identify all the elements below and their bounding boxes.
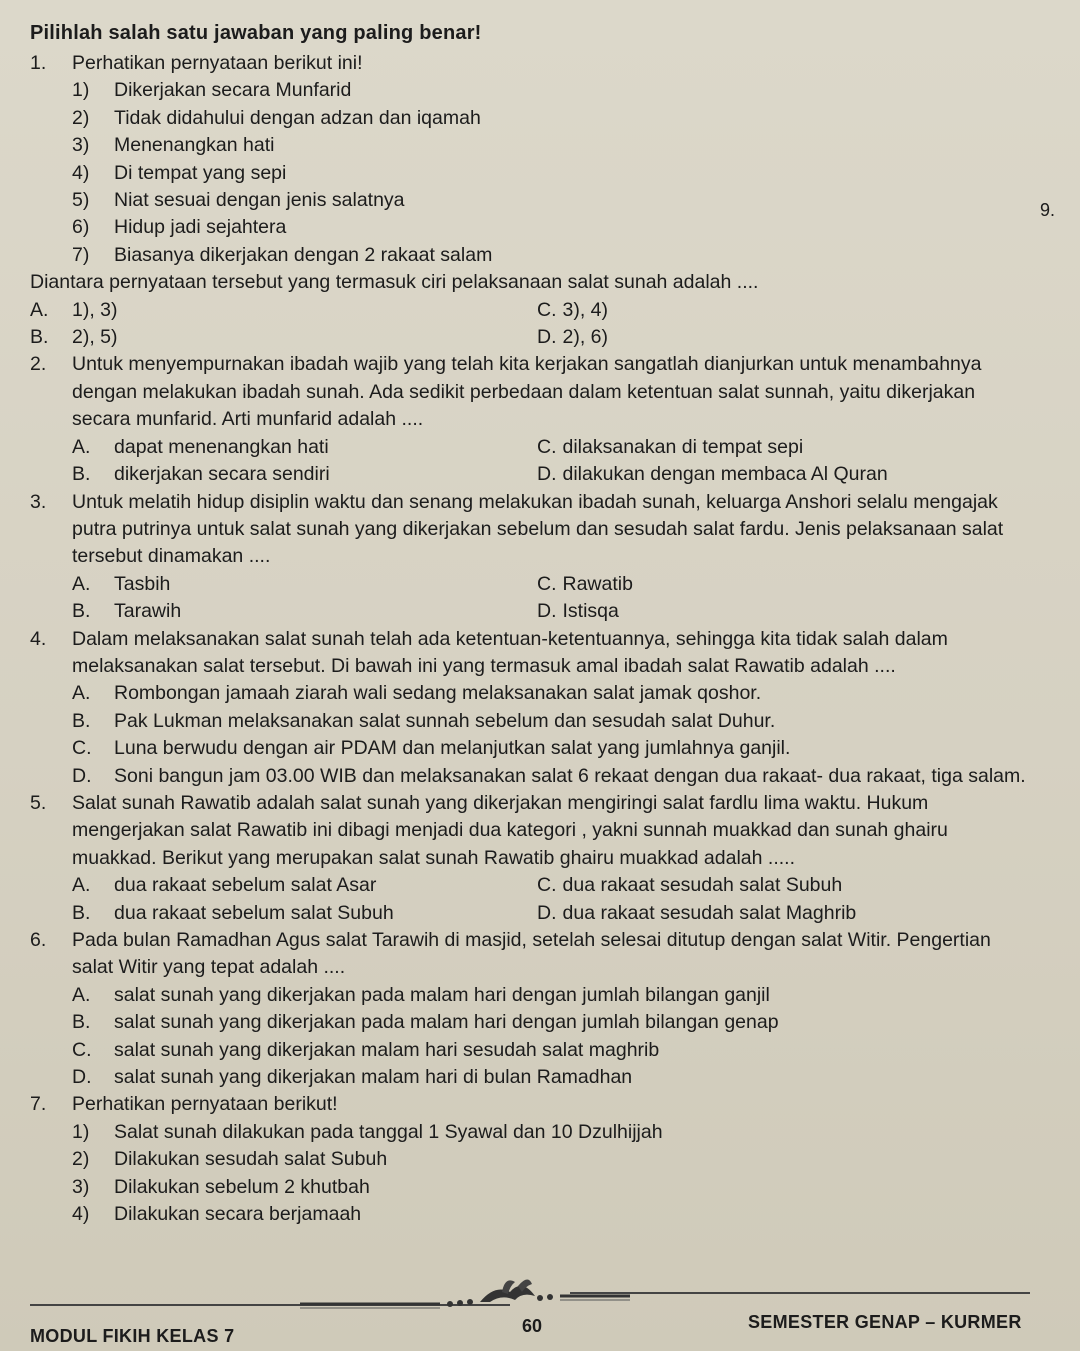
questions-container — [30, 50, 1030, 1228]
statement-number: 4) — [72, 1203, 90, 1226]
statement-number: 3) — [72, 1175, 90, 1198]
statement-number: 1) — [72, 79, 90, 102]
option-label: D. — [72, 1066, 92, 1089]
footer-module-title: MODUL FIKIH KELAS 7 — [30, 1326, 235, 1346]
option-text: dua rakaat sesudah salat Maghrib — [562, 901, 857, 924]
option-label: B. — [30, 326, 49, 349]
option-c[interactable] — [537, 297, 1057, 324]
option-text: dua rakaat sesudah salat Subuh — [562, 874, 843, 897]
option-text: dilaksanakan di tempat sepi — [562, 435, 804, 458]
statement-text: Dikerjakan secara Munfarid — [114, 79, 352, 102]
option-text: dikerjakan secara sendiri — [114, 463, 330, 486]
option-label: C. — [537, 298, 557, 321]
question-stem: Dalam melaksanakan salat sunah telah ada ketentuan-ketentuannya, sehingga kita tidak salah dalam melaksanakan salat tersebut. Di bawah ini yang termasuk amal ibadah salat Rawatib adalah .... — [72, 627, 948, 677]
statement-item — [72, 1174, 1030, 1201]
option-text: Soni bangun jam 03.00 WIB dan melaksanakan salat 6 rekaat dengan dua rakaat- dua rakaat, tiga salam. — [114, 764, 1026, 787]
statement-text: Salat sunah dilakukan pada tanggal 1 Syawal dan 10 Dzulhijjah — [114, 1120, 663, 1143]
instruction-heading: Pilihlah salah satu jawaban yang paling benar! — [30, 22, 482, 44]
statement-text: Niat sesuai dengan jenis salatnya — [114, 189, 405, 212]
statement-text: Menenangkan hati — [114, 134, 275, 157]
statement-item — [72, 214, 1030, 241]
option-text: dua rakaat sebelum salat Subuh — [114, 901, 394, 924]
option-d[interactable] — [72, 763, 1030, 790]
option-d[interactable] — [537, 598, 1057, 625]
statement-item — [72, 1146, 1030, 1173]
question-number: 1. — [30, 52, 47, 74]
footer-page-number: 60 — [522, 1316, 543, 1336]
option-label: D. — [72, 764, 92, 787]
option-text: 2), 6) — [562, 326, 609, 349]
option-label: D. — [537, 463, 557, 486]
option-c[interactable] — [537, 872, 1057, 899]
answer-options — [30, 297, 1030, 352]
statement-item — [72, 77, 1030, 104]
option-a[interactable] — [72, 571, 537, 598]
statement-number: 6) — [72, 216, 90, 239]
statement-text: Di tempat yang sepi — [114, 161, 287, 184]
statement-list — [72, 77, 1030, 269]
option-text: dilakukan dengan membaca Al Quran — [562, 463, 888, 486]
option-label: C. — [72, 737, 92, 760]
footer-semester: SEMESTER GENAP – KURMER — [748, 1312, 1022, 1332]
question-number: 3. — [30, 490, 47, 513]
statement-number: 3) — [72, 134, 90, 157]
statement-number: 2) — [72, 1148, 90, 1171]
option-label: D. — [537, 600, 557, 623]
option-b[interactable] — [72, 1009, 1030, 1036]
option-text: Tasbih — [114, 572, 171, 595]
option-label: A. — [72, 983, 91, 1006]
option-label: A. — [72, 874, 91, 897]
statement-item — [72, 1201, 1030, 1228]
statement-item — [72, 105, 1030, 132]
side-question-number: 9. — [1040, 200, 1056, 220]
question-number: 5. — [30, 791, 47, 814]
option-label: B. — [72, 1011, 91, 1034]
option-text: Tarawih — [114, 600, 182, 623]
statement-number: 1) — [72, 1120, 90, 1143]
question-number: 4. — [30, 627, 47, 650]
statement-item — [72, 187, 1030, 214]
question-stem: Salat sunah Rawatib adalah salat sunah yang dikerjakan mengiringi salat fardlu lima waktu. Hukum mengerjakan salat Rawatib ini dibagi menjadi dua kategori , yakni sunnah muakkad dan sunah ghairu muakkad. Berikut yang merupakan salat sunah Rawatib ghairu muakkad adalah ..... — [72, 791, 948, 869]
question-stem: Untuk melatih hidup disiplin waktu dan senang melakukan ibadah sunah, keluarga Anshori selalu mengajak putra putrinya untuk salat sunah yang dikerjakan sebelum dan sesudah salat fardu. Jenis pelaksanaan salat tersebut dinamakan .... — [72, 490, 1004, 568]
option-a[interactable] — [72, 680, 1030, 707]
answer-options — [72, 680, 1030, 790]
answer-options — [72, 571, 1030, 626]
option-c[interactable] — [72, 1037, 1030, 1064]
option-a[interactable] — [72, 982, 1030, 1009]
option-label: D. — [537, 901, 557, 924]
option-label: B. — [72, 901, 91, 924]
option-b[interactable] — [30, 324, 537, 351]
question-number: 6. — [30, 929, 47, 951]
statement-item — [72, 1119, 1030, 1146]
statement-text: Tidak didahului dengan adzan dan iqamah — [114, 106, 481, 129]
question-stem: Pada bulan Ramadhan Agus salat Tarawih di masjid, setelah selesai ditutup dengan salat Witir. Pengertian salat Witir yang tepat adalah .... — [72, 929, 991, 979]
option-d[interactable] — [537, 324, 1057, 351]
statement-text: Dilakukan sesudah salat Subuh — [114, 1148, 388, 1171]
option-label: A. — [72, 435, 91, 458]
question-2 — [30, 351, 1030, 488]
option-text: 2), 5) — [72, 326, 118, 349]
question-number: 7. — [30, 1093, 47, 1116]
statement-text: Biasanya dikerjakan dengan 2 rakaat salam — [114, 243, 493, 266]
option-b[interactable] — [72, 708, 1030, 735]
option-label: A. — [30, 298, 49, 321]
question-stem: Perhatikan pernyataan berikut! — [72, 1093, 338, 1116]
question-number: 2. — [30, 353, 47, 376]
question-5 — [30, 790, 1030, 927]
option-c[interactable] — [537, 571, 1057, 598]
question-7 — [30, 1091, 1030, 1228]
question-stem: Untuk menyempurnakan ibadah wajib yang telah kita kerjakan sangatlah dianjurkan untuk menambahnya dengan melakukan ibadah sunah. Ada sedikit perbedaan dalam ketentuan salat sunnah, yaitu dikerjakan secara munfarid. Arti munfarid adalah .... — [72, 353, 982, 431]
option-text: Luna berwudu dengan air PDAM dan melanjutkan salat yang jumlahnya ganjil. — [114, 737, 791, 760]
option-label: B. — [72, 463, 91, 486]
answer-options — [72, 982, 1030, 1092]
statement-number: 7) — [72, 243, 90, 266]
option-text: 3), 4) — [562, 298, 609, 321]
statement-item — [72, 132, 1030, 159]
option-c[interactable] — [537, 434, 1057, 461]
question-1 — [30, 50, 1030, 351]
statement-item — [72, 160, 1030, 187]
statement-text: Dilakukan sebelum 2 khutbah — [114, 1175, 370, 1198]
option-label: D. — [537, 326, 557, 349]
option-d[interactable] — [537, 461, 1057, 488]
question-prompt: Diantara pernyataan tersebut yang termasuk ciri pelaksanaan salat sunah adalah .... — [30, 271, 759, 294]
option-b[interactable] — [72, 900, 537, 927]
question-6 — [30, 927, 1030, 1091]
statement-number: 5) — [72, 189, 90, 212]
option-a[interactable] — [72, 872, 537, 899]
statement-text: Hidup jadi sejahtera — [114, 216, 287, 239]
option-text: salat sunah yang dikerjakan pada malam hari dengan jumlah bilangan ganjil — [114, 983, 770, 1006]
statement-item — [72, 242, 1030, 269]
option-c[interactable] — [72, 735, 1030, 762]
option-text: dua rakaat sebelum salat Asar — [114, 874, 377, 897]
option-label: C. — [72, 1038, 92, 1061]
option-text: salat sunah yang dikerjakan malam hari sesudah salat maghrib — [114, 1038, 660, 1061]
question-3 — [30, 489, 1030, 626]
option-d[interactable] — [72, 1064, 1030, 1091]
option-text: salat sunah yang dikerjakan pada malam hari dengan jumlah bilangan genap — [114, 1011, 779, 1034]
option-a[interactable] — [72, 434, 537, 461]
option-label: B. — [72, 600, 91, 623]
option-text: Rombongan jamaah ziarah wali sedang melaksanakan salat jamak qoshor. — [114, 682, 762, 705]
floral-ornament-icon — [290, 1272, 640, 1317]
option-b[interactable] — [72, 461, 537, 488]
option-d[interactable] — [537, 900, 1057, 927]
option-text: Pak Lukman melaksanakan salat sunnah sebelum dan sesudah salat Duhur. — [114, 709, 776, 732]
option-text: Rawatib — [562, 572, 633, 595]
option-b[interactable] — [72, 598, 537, 625]
option-text: salat sunah yang dikerjakan malam hari di bulan Ramadhan — [114, 1066, 633, 1089]
option-text: 1), 3) — [72, 298, 118, 321]
answer-options — [72, 872, 1030, 927]
option-text: Istisqa — [562, 600, 619, 623]
option-label: A. — [72, 682, 91, 705]
statement-list — [72, 1119, 1030, 1229]
option-label: A. — [72, 572, 91, 595]
page-footer — [0, 1270, 1080, 1351]
option-label: C. — [537, 874, 557, 897]
option-label: C. — [537, 435, 557, 458]
option-label: C. — [537, 572, 557, 595]
answer-options — [72, 434, 1030, 489]
statement-number: 2) — [72, 106, 90, 129]
option-label: B. — [72, 709, 91, 732]
question-4 — [30, 626, 1030, 790]
option-a[interactable] — [30, 297, 537, 324]
statement-number: 4) — [72, 161, 90, 184]
option-text: dapat menenangkan hati — [114, 435, 329, 458]
statement-text: Dilakukan secara berjamaah — [114, 1203, 362, 1226]
question-stem: Perhatikan pernyataan berikut ini! — [72, 52, 363, 74]
